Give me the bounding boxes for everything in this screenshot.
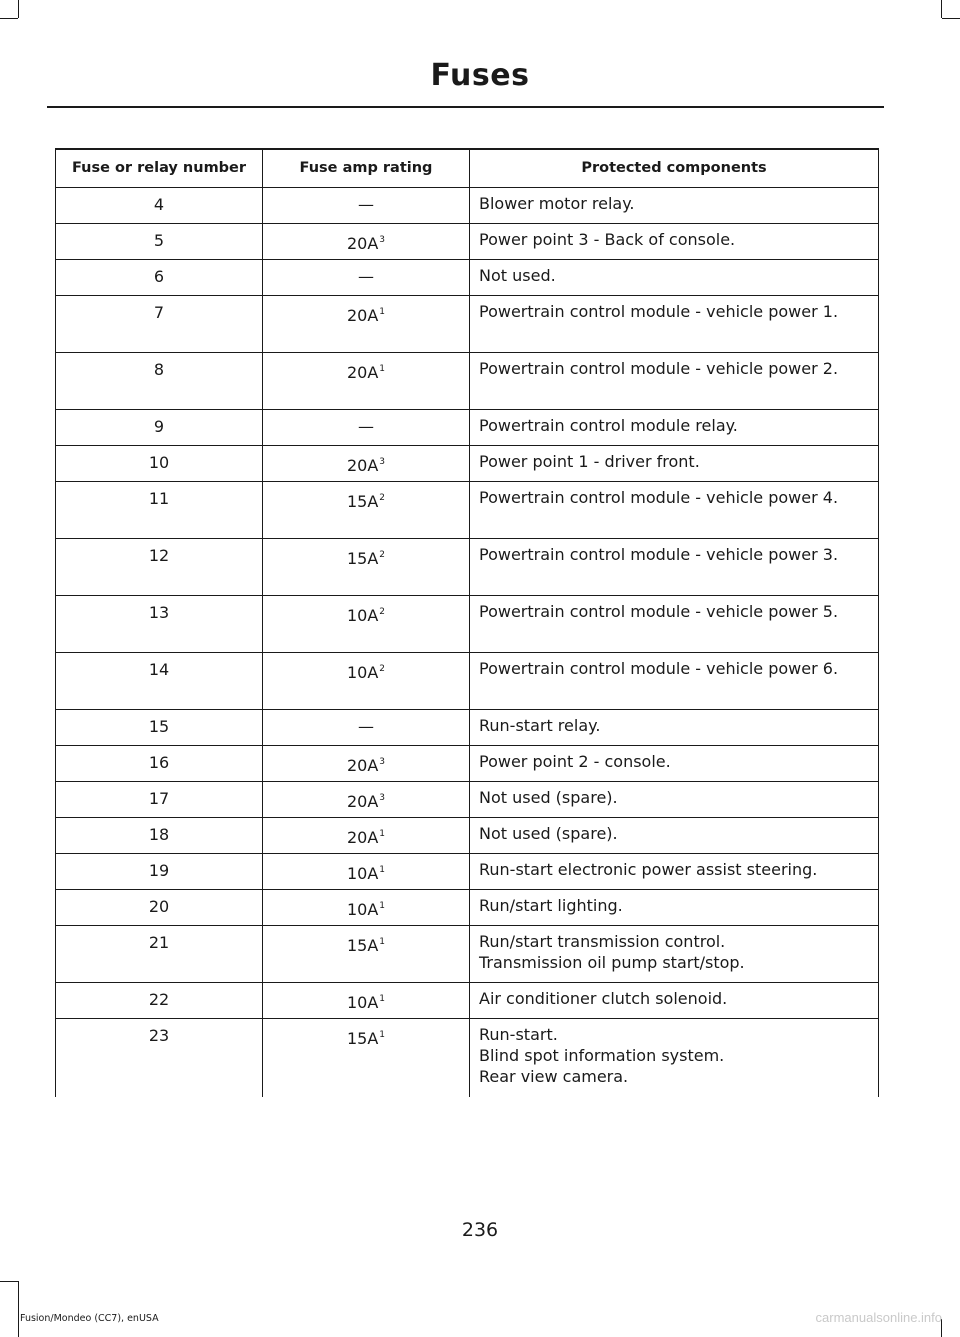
- table-row: [56, 782, 879, 818]
- component-line: Run-start relay.: [479, 716, 601, 735]
- table-row: [56, 1019, 879, 1097]
- amp-value: —: [358, 195, 374, 214]
- amp-value: 20A: [346, 828, 379, 847]
- component-line: Powertrain control module relay.: [479, 416, 738, 435]
- fuse-amp-rating: [263, 818, 470, 854]
- fuse-number: 6: [56, 260, 263, 296]
- protected-components: [470, 188, 879, 224]
- column-header-components: Protected components: [470, 149, 879, 188]
- fuse-number: 7: [56, 296, 263, 353]
- component-line: Powertrain control module - vehicle power 5.: [479, 602, 839, 621]
- amp-value: 10A: [346, 993, 379, 1012]
- amp-value: —: [358, 267, 374, 286]
- protected-components: [470, 410, 879, 446]
- protected-components: [470, 854, 879, 890]
- footnote-marker: 3: [379, 793, 386, 803]
- table-row: [56, 926, 879, 983]
- fuse-number: 11: [56, 482, 263, 539]
- fuse-number: 21: [56, 926, 263, 983]
- table-row: [56, 224, 879, 260]
- fuse-number: 14: [56, 653, 263, 710]
- amp-value: 15A: [346, 492, 379, 511]
- footnote-marker: 1: [379, 901, 386, 911]
- amp-value: 20A: [346, 234, 379, 253]
- crop-mark: [941, 0, 942, 18]
- protected-components: [470, 782, 879, 818]
- component-line: Run-start.: [479, 1025, 558, 1044]
- fuse-table-body: [56, 188, 879, 1097]
- protected-components: [470, 1019, 879, 1097]
- fuse-amp-rating: [263, 539, 470, 596]
- protected-components: [470, 890, 879, 926]
- amp-value: —: [358, 417, 374, 436]
- protected-components: [470, 746, 879, 782]
- protected-components: [470, 224, 879, 260]
- table-row: [56, 854, 879, 890]
- fuse-amp-rating: [263, 224, 470, 260]
- column-header-number: Fuse or relay number: [56, 149, 263, 188]
- fuse-number: 12: [56, 539, 263, 596]
- table-row: [56, 653, 879, 710]
- amp-value: —: [358, 717, 374, 736]
- footnote-marker: 1: [379, 937, 386, 947]
- table-row: [56, 596, 879, 653]
- footnote-marker: 1: [379, 865, 386, 875]
- component-line: Not used (spare).: [479, 788, 618, 807]
- component-line: Air conditioner clutch solenoid.: [479, 989, 728, 1008]
- amp-value: 15A: [346, 936, 379, 955]
- fuse-number: 10: [56, 446, 263, 482]
- amp-value: 10A: [346, 864, 379, 883]
- table-row: [56, 539, 879, 596]
- table-row: [56, 746, 879, 782]
- fuse-amp-rating: [263, 710, 470, 746]
- table-row: [56, 890, 879, 926]
- fuse-amp-rating: [263, 353, 470, 410]
- component-line: Powertrain control module - vehicle power 1.: [479, 302, 839, 321]
- component-line: Powertrain control module - vehicle power 4.: [479, 488, 839, 507]
- fuse-amp-rating: [263, 653, 470, 710]
- footnote-marker: 1: [379, 994, 386, 1004]
- component-line: Power point 1 - driver front.: [479, 452, 700, 471]
- fuse-number: 18: [56, 818, 263, 854]
- fuse-number: 22: [56, 983, 263, 1019]
- amp-value: 10A: [346, 606, 379, 625]
- fuse-number: 16: [56, 746, 263, 782]
- crop-mark: [942, 18, 960, 19]
- page-title: Fuses: [430, 58, 530, 93]
- amp-value: 20A: [346, 456, 379, 475]
- footnote-marker: 2: [379, 493, 386, 503]
- amp-value: 20A: [346, 792, 379, 811]
- fuse-amp-rating: [263, 188, 470, 224]
- fuse-amp-rating: [263, 983, 470, 1019]
- protected-components: [470, 983, 879, 1019]
- fuse-number: 15: [56, 710, 263, 746]
- protected-components: [470, 596, 879, 653]
- fuse-number: 4: [56, 188, 263, 224]
- watermark: carmanualsonline.info: [815, 1310, 942, 1325]
- component-line: Blower motor relay.: [479, 194, 635, 213]
- fuse-number: 9: [56, 410, 263, 446]
- protected-components: [470, 818, 879, 854]
- amp-value: 15A: [346, 1029, 379, 1048]
- protected-components: [470, 260, 879, 296]
- component-line: Rear view camera.: [479, 1067, 629, 1086]
- footnote-marker: 3: [379, 457, 386, 467]
- table-row: [56, 818, 879, 854]
- component-line: Powertrain control module - vehicle power 2.: [479, 359, 839, 378]
- crop-mark: [0, 1281, 18, 1282]
- protected-components: [470, 539, 879, 596]
- component-line: Blind spot information system.: [479, 1046, 725, 1065]
- protected-components: [470, 710, 879, 746]
- footnote-marker: 2: [379, 607, 386, 617]
- component-line: Power point 3 - Back of console.: [479, 230, 736, 249]
- fuse-amp-rating: [263, 446, 470, 482]
- fuse-number: 13: [56, 596, 263, 653]
- fuse-number: 8: [56, 353, 263, 410]
- component-line: Run/start transmission control.: [479, 932, 726, 951]
- component-line: Run-start electronic power assist steering.: [479, 860, 818, 879]
- amp-value: 20A: [346, 756, 379, 775]
- table-row: [56, 260, 879, 296]
- fuse-number: 20: [56, 890, 263, 926]
- fuse-amp-rating: [263, 596, 470, 653]
- amp-value: 20A: [346, 363, 379, 382]
- fuse-amp-rating: [263, 260, 470, 296]
- protected-components: [470, 653, 879, 710]
- table-row: [56, 188, 879, 224]
- amp-value: 10A: [346, 663, 379, 682]
- component-line: Powertrain control module - vehicle power 3.: [479, 545, 839, 564]
- fuse-number: 23: [56, 1019, 263, 1097]
- fuse-amp-rating: [263, 890, 470, 926]
- protected-components: [470, 353, 879, 410]
- crop-mark: [0, 18, 18, 19]
- column-header-amp: Fuse amp rating: [263, 149, 470, 188]
- fuse-amp-rating: [263, 746, 470, 782]
- table-row: [56, 353, 879, 410]
- amp-value: 15A: [346, 549, 379, 568]
- protected-components: [470, 446, 879, 482]
- fuse-amp-rating: [263, 782, 470, 818]
- component-line: Not used (spare).: [479, 824, 618, 843]
- footnote-marker: 2: [379, 664, 386, 674]
- component-line: Run/start lighting.: [479, 896, 623, 915]
- protected-components: [470, 296, 879, 353]
- footnote-marker: 1: [379, 307, 386, 317]
- fuse-table: [55, 148, 879, 1097]
- footnote-marker: 1: [379, 829, 386, 839]
- component-line: Transmission oil pump start/stop.: [479, 953, 745, 972]
- table-row: [56, 482, 879, 539]
- component-line: Powertrain control module - vehicle power 6.: [479, 659, 839, 678]
- fuse-amp-rating: [263, 854, 470, 890]
- fuse-amp-rating: [263, 482, 470, 539]
- component-line: Power point 2 - console.: [479, 752, 671, 771]
- crop-mark: [18, 1281, 19, 1337]
- footnote-marker: 1: [379, 364, 386, 374]
- fuse-number: 5: [56, 224, 263, 260]
- fuse-amp-rating: [263, 296, 470, 353]
- footnote-marker: 3: [379, 235, 386, 245]
- fuse-number: 17: [56, 782, 263, 818]
- component-line: Not used.: [479, 266, 556, 285]
- protected-components: [470, 482, 879, 539]
- table-header-row: [56, 149, 879, 188]
- amp-value: 10A: [346, 900, 379, 919]
- table-row: [56, 983, 879, 1019]
- crop-mark: [18, 0, 19, 18]
- table-row: [56, 296, 879, 353]
- footnote-marker: 2: [379, 550, 386, 560]
- footnote-marker: 3: [379, 757, 386, 767]
- fuse-amp-rating: [263, 926, 470, 983]
- fuse-number: 19: [56, 854, 263, 890]
- footnote-marker: 1: [379, 1030, 386, 1040]
- table-row: [56, 446, 879, 482]
- fuse-amp-rating: [263, 1019, 470, 1097]
- amp-value: 20A: [346, 306, 379, 325]
- document-label: Fusion/Mondeo (CC7), enUSA: [20, 1313, 159, 1324]
- protected-components: [470, 926, 879, 983]
- fuse-amp-rating: [263, 410, 470, 446]
- table-row: [56, 710, 879, 746]
- page-number: 236: [461, 1219, 499, 1241]
- table-row: [56, 410, 879, 446]
- header-divider: [47, 106, 884, 108]
